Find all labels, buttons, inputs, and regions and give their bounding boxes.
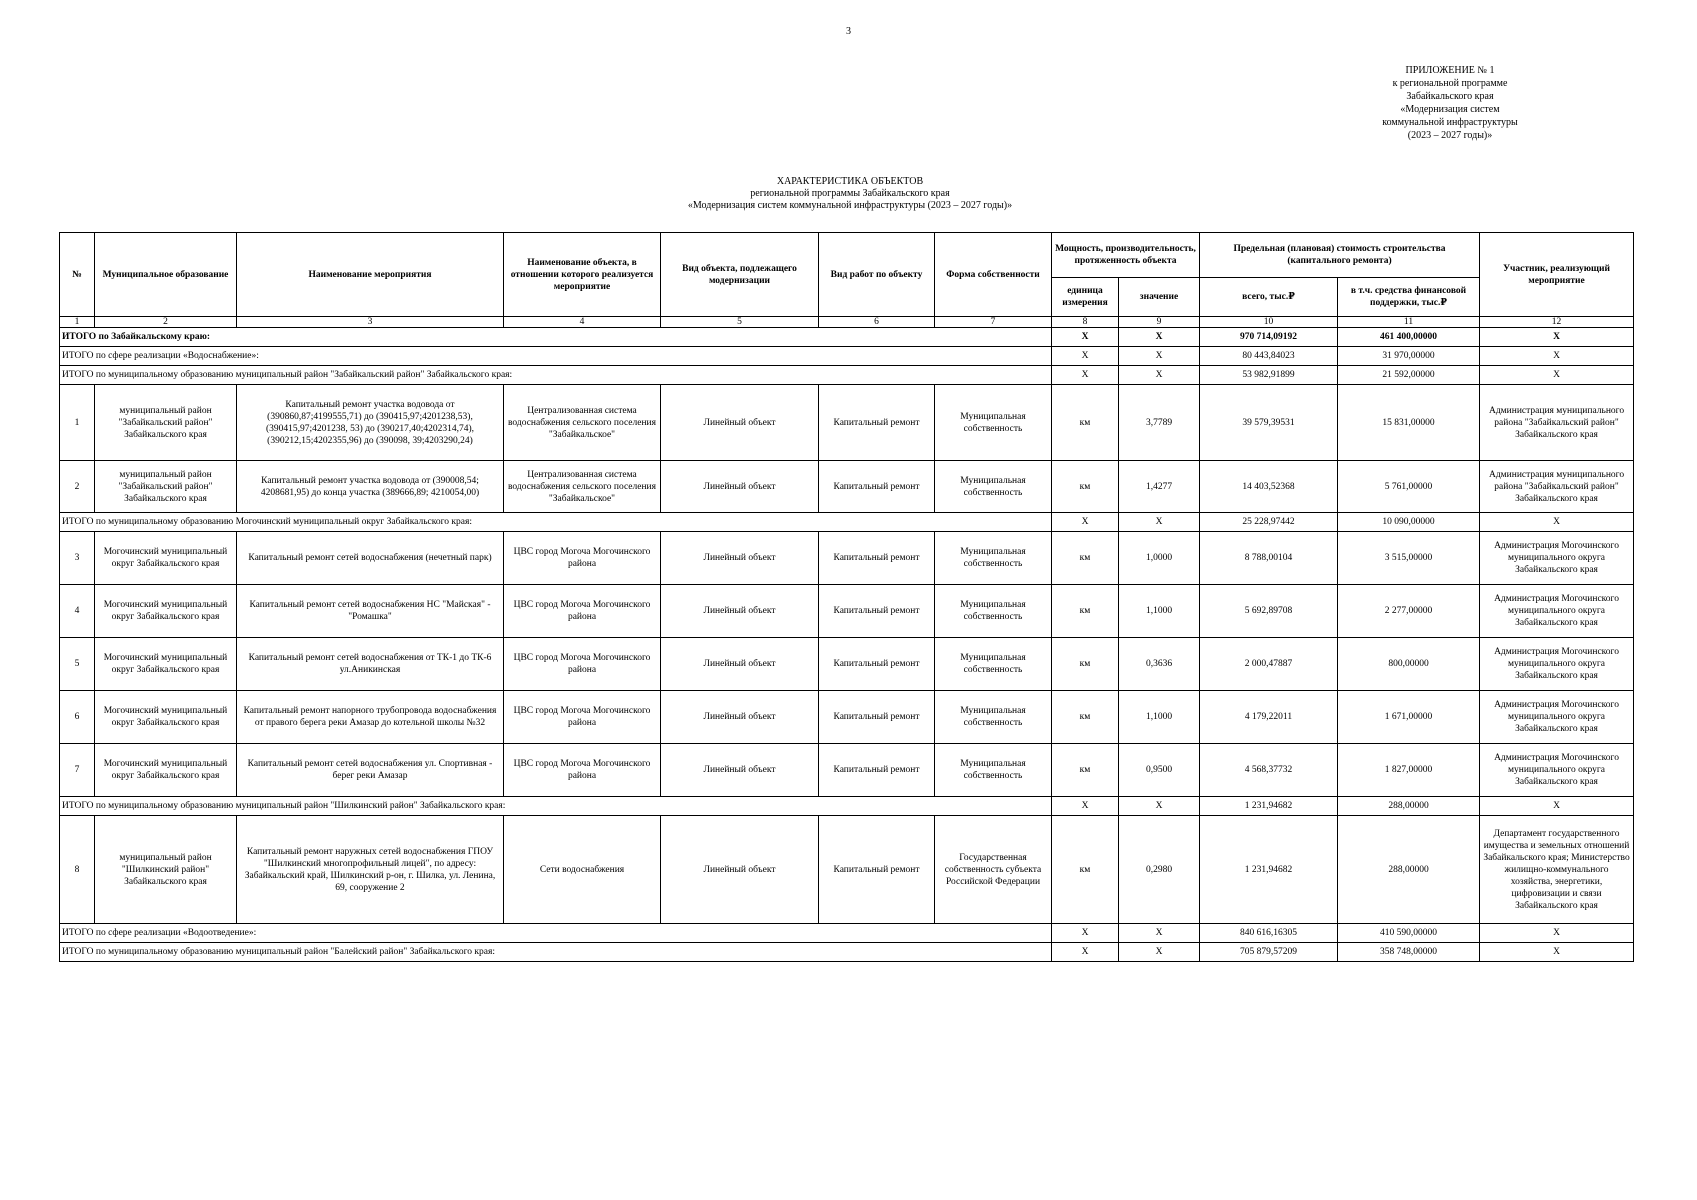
cell-ownership: Муниципальная собственность	[935, 638, 1052, 691]
cell-ownership: Муниципальная собственность	[935, 461, 1052, 513]
cell-object-type: Линейный объект	[661, 691, 819, 744]
total-participant: X	[1480, 943, 1634, 962]
column-number: 11	[1338, 317, 1480, 328]
total-label: ИТОГО по муниципальному образованию муниципальный район "Забайкальский район" Забайкальского края:	[60, 366, 1052, 385]
cell-object-name: Централизованная система водоснабжения сельского поселения "Забайкальское"	[504, 385, 661, 461]
cell-event: Капитальный ремонт участка водовода от (390860,87;4199555,71) до (390415,97;4201238,53), (390415,97;4201238, 53) до (390217,40;4202314,74), (390212,15;4202355,96) до (390098, 39;4203290,24)	[237, 385, 504, 461]
cell-value: 1,1000	[1119, 691, 1200, 744]
cell-value: 0,9500	[1119, 744, 1200, 797]
cell-event: Капитальный ремонт наружных сетей водоснабжения ГПОУ "Шилкинский многопрофильный лицей", по адресу: Забайкальский край, Шилкинский р-он, г. Шилка, ул. Ленина, 69, сооружение 2	[237, 816, 504, 924]
appendix-note	[1300, 64, 1600, 142]
cell-unit: км	[1052, 585, 1119, 638]
cell-participant: Администрация Могочинского муниципального округа Забайкальского края	[1480, 691, 1634, 744]
total-cost: 25 228,97442	[1200, 513, 1338, 532]
cell-work-type: Капитальный ремонт	[819, 461, 935, 513]
cell-participant: Администрация муниципального района "Забайкальский район" Забайкальского края	[1480, 385, 1634, 461]
cell-cost-total: 5 692,89708	[1200, 585, 1338, 638]
cell-ownership: Муниципальная собственность	[935, 691, 1052, 744]
total-support: 10 090,00000	[1338, 513, 1480, 532]
cell-object-name: ЦВС город Могоча Могочинского района	[504, 744, 661, 797]
cell-num: 7	[60, 744, 95, 797]
cell-value: 0,3636	[1119, 638, 1200, 691]
total-value: X	[1119, 513, 1200, 532]
cell-unit: км	[1052, 638, 1119, 691]
column-number: 7	[935, 317, 1052, 328]
table-body	[60, 328, 1634, 962]
header-unit: единица измерения	[1052, 278, 1119, 317]
column-number: 6	[819, 317, 935, 328]
appendix-line: Забайкальского края	[1406, 91, 1494, 102]
header-row	[60, 233, 1634, 278]
cell-ownership: Муниципальная собственность	[935, 585, 1052, 638]
cell-object-name: ЦВС город Могоча Могочинского района	[504, 585, 661, 638]
cell-event: Капитальный ремонт сетей водоснабжения (нечетный парк)	[237, 532, 504, 585]
total-support: 410 590,00000	[1338, 924, 1480, 943]
document-title	[540, 176, 1160, 212]
cell-work-type: Капитальный ремонт	[819, 638, 935, 691]
cell-municipality: Могочинский муниципальный округ Забайкальского края	[95, 691, 237, 744]
header-municipality: Муниципальное образование	[95, 233, 237, 317]
cell-object-name: ЦВС город Могоча Могочинского района	[504, 691, 661, 744]
total-unit: X	[1052, 797, 1119, 816]
table-row	[60, 461, 1634, 513]
objects-table	[59, 232, 1634, 962]
total-cost: 705 879,57209	[1200, 943, 1338, 962]
column-number: 5	[661, 317, 819, 328]
cell-object-type: Линейный объект	[661, 816, 819, 924]
cell-work-type: Капитальный ремонт	[819, 744, 935, 797]
column-number: 3	[237, 317, 504, 328]
header-cost-support: в т.ч. средства финансовой поддержки, тыс.₽	[1338, 278, 1480, 317]
cell-unit: км	[1052, 461, 1119, 513]
cell-municipality: муниципальный район "Шилкинский район" Забайкальского края	[95, 816, 237, 924]
table-row	[60, 385, 1634, 461]
title-line: «Модернизация систем коммунальной инфраструктуры (2023 – 2027 годы)»	[687, 200, 1013, 211]
cell-cost-total: 2 000,47887	[1200, 638, 1338, 691]
header-num: №	[60, 233, 95, 317]
header-value: значение	[1119, 278, 1200, 317]
total-row	[60, 347, 1634, 366]
total-participant: X	[1480, 513, 1634, 532]
cell-unit: км	[1052, 385, 1119, 461]
cell-ownership: Муниципальная собственность	[935, 385, 1052, 461]
cell-cost-total: 1 231,94682	[1200, 816, 1338, 924]
cell-municipality: Могочинский муниципальный округ Забайкальского края	[95, 744, 237, 797]
total-label: ИТОГО по сфере реализации «Водоотведение»:	[60, 924, 1052, 943]
cell-municipality: муниципальный район "Забайкальский район" Забайкальского края	[95, 385, 237, 461]
total-unit: X	[1052, 366, 1119, 385]
cell-num: 5	[60, 638, 95, 691]
header-work-type: Вид работ по объекту	[819, 233, 935, 317]
total-support: 31 970,00000	[1338, 347, 1480, 366]
cell-municipality: муниципальный район "Забайкальский район" Забайкальского края	[95, 461, 237, 513]
cell-object-type: Линейный объект	[661, 585, 819, 638]
cell-object-name: ЦВС город Могоча Могочинского района	[504, 638, 661, 691]
total-support: 461 400,00000	[1338, 328, 1480, 347]
total-participant: X	[1480, 366, 1634, 385]
cell-cost-total: 4 179,22011	[1200, 691, 1338, 744]
total-value: X	[1119, 924, 1200, 943]
total-label: ИТОГО по Забайкальскому краю:	[60, 328, 1052, 347]
cell-unit: км	[1052, 816, 1119, 924]
cell-cost-support: 1 671,00000	[1338, 691, 1480, 744]
total-value: X	[1119, 366, 1200, 385]
appendix-line: ПРИЛОЖЕНИЕ № 1	[1405, 65, 1495, 76]
cell-num: 8	[60, 816, 95, 924]
cell-event: Капитальный ремонт сетей водоснабжения ул. Спортивная - берег реки Амазар	[237, 744, 504, 797]
cell-event: Капитальный ремонт напорного трубопровода водоснабжения от правого берега реки Амазар до котельной школы №32	[237, 691, 504, 744]
total-cost: 1 231,94682	[1200, 797, 1338, 816]
total-cost: 840 616,16305	[1200, 924, 1338, 943]
cell-municipality: Могочинский муниципальный округ Забайкальского края	[95, 532, 237, 585]
total-value: X	[1119, 797, 1200, 816]
cell-participant: Администрация Могочинского муниципального округа Забайкальского края	[1480, 638, 1634, 691]
total-support: 288,00000	[1338, 797, 1480, 816]
cell-event: Капитальный ремонт участка водовода от (390008,54; 4208681,95) до конца участка (389666,89; 4210054,00)	[237, 461, 504, 513]
total-participant: X	[1480, 347, 1634, 366]
cell-unit: км	[1052, 532, 1119, 585]
cell-num: 1	[60, 385, 95, 461]
header-object-name: Наименование объекта, в отношении которого реализуется мероприятие	[504, 233, 661, 317]
cell-value: 0,2980	[1119, 816, 1200, 924]
total-row	[60, 366, 1634, 385]
cell-work-type: Капитальный ремонт	[819, 532, 935, 585]
appendix-line: коммунальной инфраструктуры	[1382, 117, 1518, 128]
cell-participant: Администрация муниципального района "Забайкальский район" Забайкальского края	[1480, 461, 1634, 513]
cell-municipality: Могочинский муниципальный округ Забайкальского края	[95, 585, 237, 638]
cell-object-type: Линейный объект	[661, 532, 819, 585]
total-participant: X	[1480, 924, 1634, 943]
table-row	[60, 816, 1634, 924]
title-line: региональной программы Забайкальского края	[750, 188, 950, 199]
header-event: Наименование мероприятия	[237, 233, 504, 317]
cell-work-type: Капитальный ремонт	[819, 385, 935, 461]
column-numbers-row	[60, 317, 1634, 328]
cell-value: 1,0000	[1119, 532, 1200, 585]
cell-cost-support: 5 761,00000	[1338, 461, 1480, 513]
cell-unit: км	[1052, 691, 1119, 744]
total-unit: X	[1052, 513, 1119, 532]
cell-object-type: Линейный объект	[661, 744, 819, 797]
total-value: X	[1119, 943, 1200, 962]
total-label: ИТОГО по муниципальному образованию муниципальный район "Шилкинский район" Забайкальского края:	[60, 797, 1052, 816]
cell-event: Капитальный ремонт сетей водоснабжения НС "Майская" - "Ромашка"	[237, 585, 504, 638]
total-value: X	[1119, 347, 1200, 366]
total-unit: X	[1052, 924, 1119, 943]
total-label: ИТОГО по муниципальному образованию муниципальный район "Балейский район" Забайкальского края:	[60, 943, 1052, 962]
cell-cost-support: 3 515,00000	[1338, 532, 1480, 585]
total-label: ИТОГО по сфере реализации «Водоснабжение»:	[60, 347, 1052, 366]
cell-cost-total: 14 403,52368	[1200, 461, 1338, 513]
cell-object-type: Линейный объект	[661, 461, 819, 513]
header-participant: Участник, реализующий мероприятие	[1480, 233, 1634, 317]
appendix-line: (2023 – 2027 годы)»	[1407, 130, 1493, 141]
total-participant: X	[1480, 797, 1634, 816]
header-capacity-group: Мощность, производительность, протяженность объекта	[1052, 233, 1200, 278]
table-row	[60, 638, 1634, 691]
header-cost-group: Предельная (плановая) стоимость строительства (капитального ремонта)	[1200, 233, 1480, 278]
cell-cost-support: 800,00000	[1338, 638, 1480, 691]
table-row	[60, 691, 1634, 744]
cell-object-name: Централизованная система водоснабжения сельского поселения "Забайкальское"	[504, 461, 661, 513]
total-unit: X	[1052, 943, 1119, 962]
column-number: 1	[60, 317, 95, 328]
cell-cost-support: 2 277,00000	[1338, 585, 1480, 638]
total-unit: X	[1052, 328, 1119, 347]
cell-work-type: Капитальный ремонт	[819, 816, 935, 924]
cell-value: 1,4277	[1119, 461, 1200, 513]
cell-cost-support: 1 827,00000	[1338, 744, 1480, 797]
total-cost: 970 714,09192	[1200, 328, 1338, 347]
cell-ownership: Государственная собственность субъекта Российской Федерации	[935, 816, 1052, 924]
title-line: ХАРАКТЕРИСТИКА ОБЪЕКТОВ	[776, 176, 924, 187]
table-row	[60, 585, 1634, 638]
total-label: ИТОГО по муниципальному образованию Могочинский муниципальный округ Забайкальского края:	[60, 513, 1052, 532]
cell-num: 3	[60, 532, 95, 585]
cell-participant: Департамент государственного имущества и земельных отношений Забайкальского края; Министерство жилищно-коммунального хозяйства, энергетики, цифровизации и связи Забайкальского края	[1480, 816, 1634, 924]
cell-value: 1,1000	[1119, 585, 1200, 638]
cell-num: 6	[60, 691, 95, 744]
total-cost: 80 443,84023	[1200, 347, 1338, 366]
total-row	[60, 797, 1634, 816]
total-unit: X	[1052, 347, 1119, 366]
cell-participant: Администрация Могочинского муниципального округа Забайкальского края	[1480, 744, 1634, 797]
total-row	[60, 328, 1634, 347]
total-row	[60, 513, 1634, 532]
objects-table-container	[59, 232, 1633, 962]
cell-participant: Администрация Могочинского муниципального округа Забайкальского края	[1480, 532, 1634, 585]
total-row	[60, 924, 1634, 943]
table-row	[60, 532, 1634, 585]
cell-work-type: Капитальный ремонт	[819, 585, 935, 638]
cell-object-name: ЦВС город Могоча Могочинского района	[504, 532, 661, 585]
cell-cost-support: 15 831,00000	[1338, 385, 1480, 461]
header-object-type: Вид объекта, подлежащего модернизации	[661, 233, 819, 317]
cell-object-type: Линейный объект	[661, 638, 819, 691]
total-row	[60, 943, 1634, 962]
cell-unit: км	[1052, 744, 1119, 797]
page-number: 3	[846, 26, 851, 37]
total-value: X	[1119, 328, 1200, 347]
cell-event: Капитальный ремонт сетей водоснабжения от ТК-1 до ТК-6 ул.Аникинская	[237, 638, 504, 691]
cell-cost-total: 8 788,00104	[1200, 532, 1338, 585]
table-row	[60, 744, 1634, 797]
cell-work-type: Капитальный ремонт	[819, 691, 935, 744]
cell-num: 2	[60, 461, 95, 513]
column-number: 2	[95, 317, 237, 328]
column-number: 9	[1119, 317, 1200, 328]
appendix-line: «Модернизация систем	[1400, 104, 1500, 115]
appendix-line: к региональной программе	[1392, 78, 1508, 89]
column-number: 8	[1052, 317, 1119, 328]
cell-cost-total: 4 568,37732	[1200, 744, 1338, 797]
total-cost: 53 982,91899	[1200, 366, 1338, 385]
header-cost-total: всего, тыс.₽	[1200, 278, 1338, 317]
total-support: 21 592,00000	[1338, 366, 1480, 385]
column-number: 12	[1480, 317, 1634, 328]
cell-num: 4	[60, 585, 95, 638]
cell-object-name: Сети водоснабжения	[504, 816, 661, 924]
column-number: 4	[504, 317, 661, 328]
cell-municipality: Могочинский муниципальный округ Забайкальского края	[95, 638, 237, 691]
column-number: 10	[1200, 317, 1338, 328]
cell-ownership: Муниципальная собственность	[935, 532, 1052, 585]
cell-cost-total: 39 579,39531	[1200, 385, 1338, 461]
total-participant: X	[1480, 328, 1634, 347]
total-support: 358 748,00000	[1338, 943, 1480, 962]
cell-object-type: Линейный объект	[661, 385, 819, 461]
cell-cost-support: 288,00000	[1338, 816, 1480, 924]
cell-ownership: Муниципальная собственность	[935, 744, 1052, 797]
cell-participant: Администрация Могочинского муниципального округа Забайкальского края	[1480, 585, 1634, 638]
cell-value: 3,7789	[1119, 385, 1200, 461]
header-ownership: Форма собственности	[935, 233, 1052, 317]
